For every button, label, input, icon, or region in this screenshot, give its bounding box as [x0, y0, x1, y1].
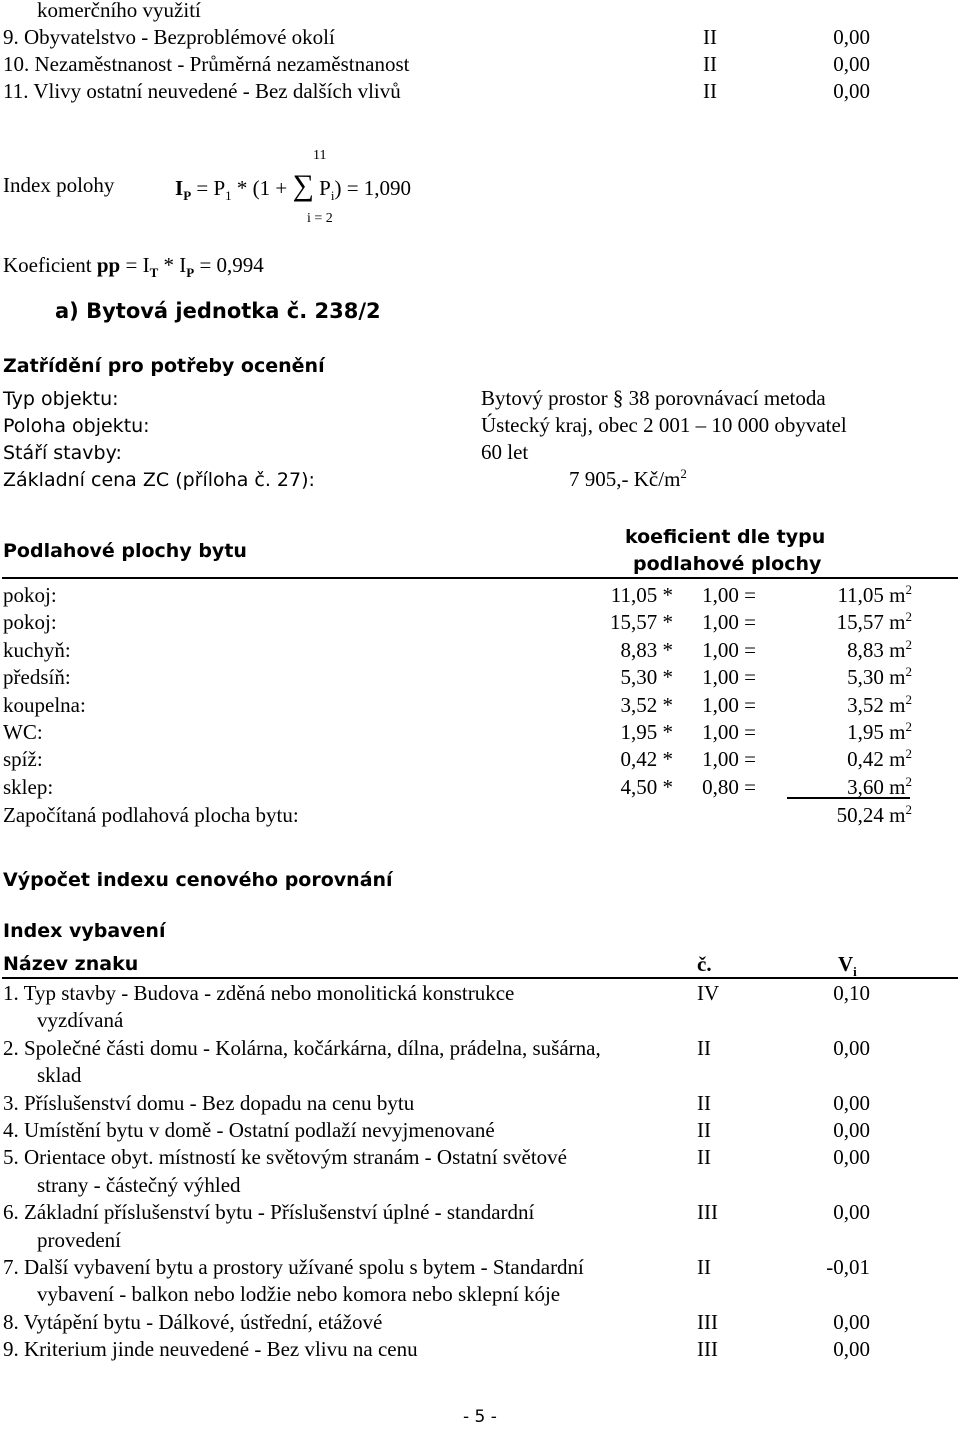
room-result — [760, 609, 912, 636]
room-coef: 1,00 = — [702, 693, 756, 717]
room-area: 5,30 * — [620, 665, 673, 689]
room-result — [760, 692, 912, 719]
room-result — [760, 664, 912, 691]
vybaveni-item-cont: vybavení - balkon nebo lodžie nebo komora nebo sklepní kóje — [37, 1282, 561, 1307]
room-result-value: 3,52 m — [847, 693, 906, 717]
room-result-sup: 2 — [905, 719, 912, 734]
room-result-value: 3,60 m — [847, 775, 906, 799]
p1-subscript: 1 — [225, 188, 232, 204]
vybaveni-item-value: -0,01 — [826, 1255, 870, 1279]
vybaveni-item: 7. Další vybavení bytu a prostory užívané spolu s bytem - Standardní — [3, 1255, 584, 1279]
room-result — [760, 637, 912, 664]
sum-upper-limit: 11 — [313, 148, 327, 163]
sum-lower-limit: i = 2 — [307, 211, 333, 226]
vybaveni-item: 4. Umístění bytu v domě - Ostatní podlaží nevyjmenované — [3, 1118, 495, 1142]
zakladni-cena-amount: 7 905,- Kč/m — [569, 467, 681, 491]
col-c: č. — [697, 952, 712, 976]
room-area: 11,05 * — [610, 583, 673, 607]
typ-objektu-value: Bytový prostor § 38 porovnávací metoda — [481, 386, 826, 410]
top-item-10: 10. Nezaměstnanost - Průměrná nezaměstnanost — [3, 52, 410, 76]
total-rule — [787, 797, 910, 799]
room-result — [760, 746, 912, 773]
room-name: kuchyň: — [3, 638, 71, 662]
total-sup: 2 — [905, 802, 912, 817]
vybaveni-item-class: II — [697, 1255, 711, 1279]
col-v — [838, 951, 857, 978]
koef-eq: = I — [120, 253, 150, 277]
vybaveni-item-value: 0,00 — [833, 1035, 870, 1060]
zakladni-cena-label: Základní cena ZC (příloha č. 27): — [3, 469, 315, 491]
formula-result: ) = 1,090 — [334, 176, 412, 200]
vybaveni-item: 9. Kriterium jinde neuvedené - Bez vlivu na cenu — [3, 1337, 418, 1362]
room-name: sklep: — [3, 775, 54, 799]
vypocet-heading: Výpočet indexu cenového porovnání — [3, 869, 393, 891]
vybaveni-item-class: II — [697, 1035, 711, 1060]
room-area: 8,83 * — [620, 638, 673, 662]
formula-eq1: = P — [196, 176, 226, 200]
ip-subscript: P — [183, 188, 192, 204]
vybaveni-item-class: III — [697, 1200, 718, 1225]
room-coef: 1,00 = — [702, 747, 756, 771]
top-item-11: 11. Vlivy ostatní neuvedené - Bez dalších vlivů — [3, 79, 401, 103]
top-item-11-value: 0,00 — [833, 79, 870, 103]
room-area: 0,42 * — [620, 747, 673, 771]
room-name: pokoj: — [3, 583, 57, 607]
room-coef: 1,00 = — [702, 610, 756, 634]
room-coef: 1,00 = — [702, 720, 756, 744]
room-area: 15,57 * — [610, 610, 673, 634]
plochy-heading: Podlahové plochy bytu — [3, 540, 247, 562]
room-result-value: 11,05 m — [837, 583, 906, 607]
col-v-sub: i — [853, 964, 857, 980]
pi-subscript: i — [330, 188, 335, 204]
room-result-value: 5,30 m — [847, 665, 906, 689]
room-name: pokoj: — [3, 610, 57, 634]
vybaveni-item-cont: sklad — [37, 1063, 82, 1088]
page-number: - 5 - — [463, 1407, 497, 1427]
typ-objektu-label: Typ objektu: — [3, 388, 119, 410]
top-item-10-class: II — [703, 52, 717, 76]
poloha-objektu-value: Ústecký kraj, obec 2 001 – 10 000 obyvatel — [481, 413, 847, 437]
vybaveni-item: 8. Vytápění bytu - Dálkové, ústřední, etážové — [3, 1309, 383, 1334]
vybaveni-header-rule — [2, 977, 958, 979]
room-coef: 1,00 = — [702, 665, 756, 689]
room-area: 1,95 * — [620, 720, 673, 744]
index-polohy-formula — [175, 169, 412, 204]
vybaveni-item-cont: vyzdívaná — [37, 1008, 124, 1033]
vybaveni-item-value: 0,00 — [833, 1118, 870, 1142]
vybaveni-item-value: 0,10 — [833, 981, 870, 1005]
room-coef: 0,80 = — [702, 775, 756, 799]
top-item-9-value: 0,00 — [833, 25, 870, 49]
pi-symbol: P — [319, 176, 331, 200]
room-result-sup: 2 — [905, 664, 912, 679]
koef-label: Koeficient — [3, 253, 97, 277]
room-name: koupelna: — [3, 693, 86, 717]
vybaveni-item-class: II — [697, 1090, 711, 1115]
room-result-value: 0,42 m — [847, 747, 906, 771]
formula-eq2: * (1 + — [236, 176, 288, 200]
room-result-value: 8,83 m — [847, 638, 906, 662]
vybaveni-item-class: II — [697, 1118, 711, 1142]
room-area: 3,52 * — [620, 693, 673, 717]
vybaveni-heading: Index vybavení — [3, 920, 166, 942]
room-result-value: 15,57 m — [836, 610, 906, 634]
vybaveni-item: 3. Příslušenství domu - Bez dopadu na cenu bytu — [3, 1090, 415, 1115]
room-result — [760, 582, 912, 609]
room-name: WC: — [3, 720, 43, 744]
top-item-11-class: II — [703, 79, 717, 103]
vybaveni-item-cont: provedení — [37, 1227, 121, 1252]
col-nazev-znaku: Název znaku — [3, 953, 139, 975]
room-name: spíž: — [3, 747, 43, 771]
room-coef: 1,00 = — [702, 638, 756, 662]
col-v-label: V — [838, 952, 854, 976]
koef-ip-sub: P — [186, 265, 195, 281]
room-result-sup: 2 — [905, 582, 912, 597]
room-result-sup: 2 — [905, 746, 912, 761]
coef-head-2: podlahové plochy — [633, 553, 822, 575]
vybaveni-item-value: 0,00 — [833, 1309, 870, 1334]
vybaveni-item-value: 0,00 — [833, 1145, 870, 1170]
room-result-sup: 2 — [905, 774, 912, 789]
poloha-objektu-label: Poloha objektu: — [3, 415, 150, 437]
koef-pp: pp — [96, 253, 121, 277]
stari-stavby-value: 60 let — [481, 440, 529, 464]
room-coef: 1,00 = — [702, 583, 756, 607]
total-value — [740, 802, 912, 829]
room-result-sup: 2 — [905, 692, 912, 707]
vybaveni-item-class: IV — [697, 981, 720, 1005]
total-amount: 50,24 m — [836, 803, 906, 827]
room-result-value: 1,95 m — [847, 720, 906, 744]
room-area: 4,50 * — [620, 775, 673, 799]
room-result-sup: 2 — [905, 637, 912, 652]
vybaveni-item-cont: strany - částečný výhled — [37, 1172, 241, 1197]
ip-symbol: I — [175, 176, 184, 200]
vybaveni-item-value: 0,00 — [833, 1337, 870, 1362]
coef-head-1: koeficient dle typu — [625, 526, 826, 548]
unit-title: a) Bytová jednotka č. 238/2 — [55, 299, 381, 323]
stari-stavby-label: Stáří stavby: — [3, 442, 122, 464]
top-item-cont: komerčního využití — [37, 0, 201, 22]
vybaveni-item-value: 0,00 — [833, 1200, 870, 1225]
top-item-9-class: II — [703, 25, 717, 49]
vybaveni-item: 5. Orientace obyt. místností ke světovým stranám - Ostatní světové — [3, 1145, 567, 1170]
zakladni-cena-value — [569, 466, 687, 493]
top-item-9: 9. Obyvatelstvo - Bezproblémové okolí — [3, 25, 335, 49]
koeficient-line — [3, 252, 264, 279]
koef-mul: * I — [158, 253, 187, 277]
vybaveni-item-class: III — [697, 1309, 718, 1334]
koef-result: = 0,994 — [194, 253, 264, 277]
plochy-header-rule — [2, 577, 958, 579]
index-polohy-label: Index polohy — [3, 173, 115, 197]
vybaveni-item: 2. Společné části domu - Kolárna, kočárkárna, dílna, prádelna, sušárna, — [3, 1035, 601, 1060]
koef-it-sub: T — [149, 265, 159, 281]
vybaveni-item-value: 0,00 — [833, 1090, 870, 1115]
room-result — [760, 719, 912, 746]
room-result-sup: 2 — [905, 609, 912, 624]
room-name: předsíň: — [3, 665, 71, 689]
vybaveni-item: 1. Typ stavby - Budova - zděná nebo monolitická konstrukce — [3, 981, 515, 1005]
vybaveni-item-class: III — [697, 1337, 718, 1362]
vybaveni-item: 6. Základní příslušenství bytu - Příslušenství úplné - standardní — [3, 1200, 535, 1225]
sum-sign: ∑ — [292, 169, 314, 202]
vybaveni-item-class: II — [697, 1145, 711, 1170]
total-label: Započítaná podlahová plocha bytu: — [3, 803, 299, 827]
zakladni-cena-sup: 2 — [680, 466, 687, 481]
top-item-10-value: 0,00 — [833, 52, 870, 76]
zatrideni-heading: Zatřídění pro potřeby ocenění — [3, 355, 325, 377]
